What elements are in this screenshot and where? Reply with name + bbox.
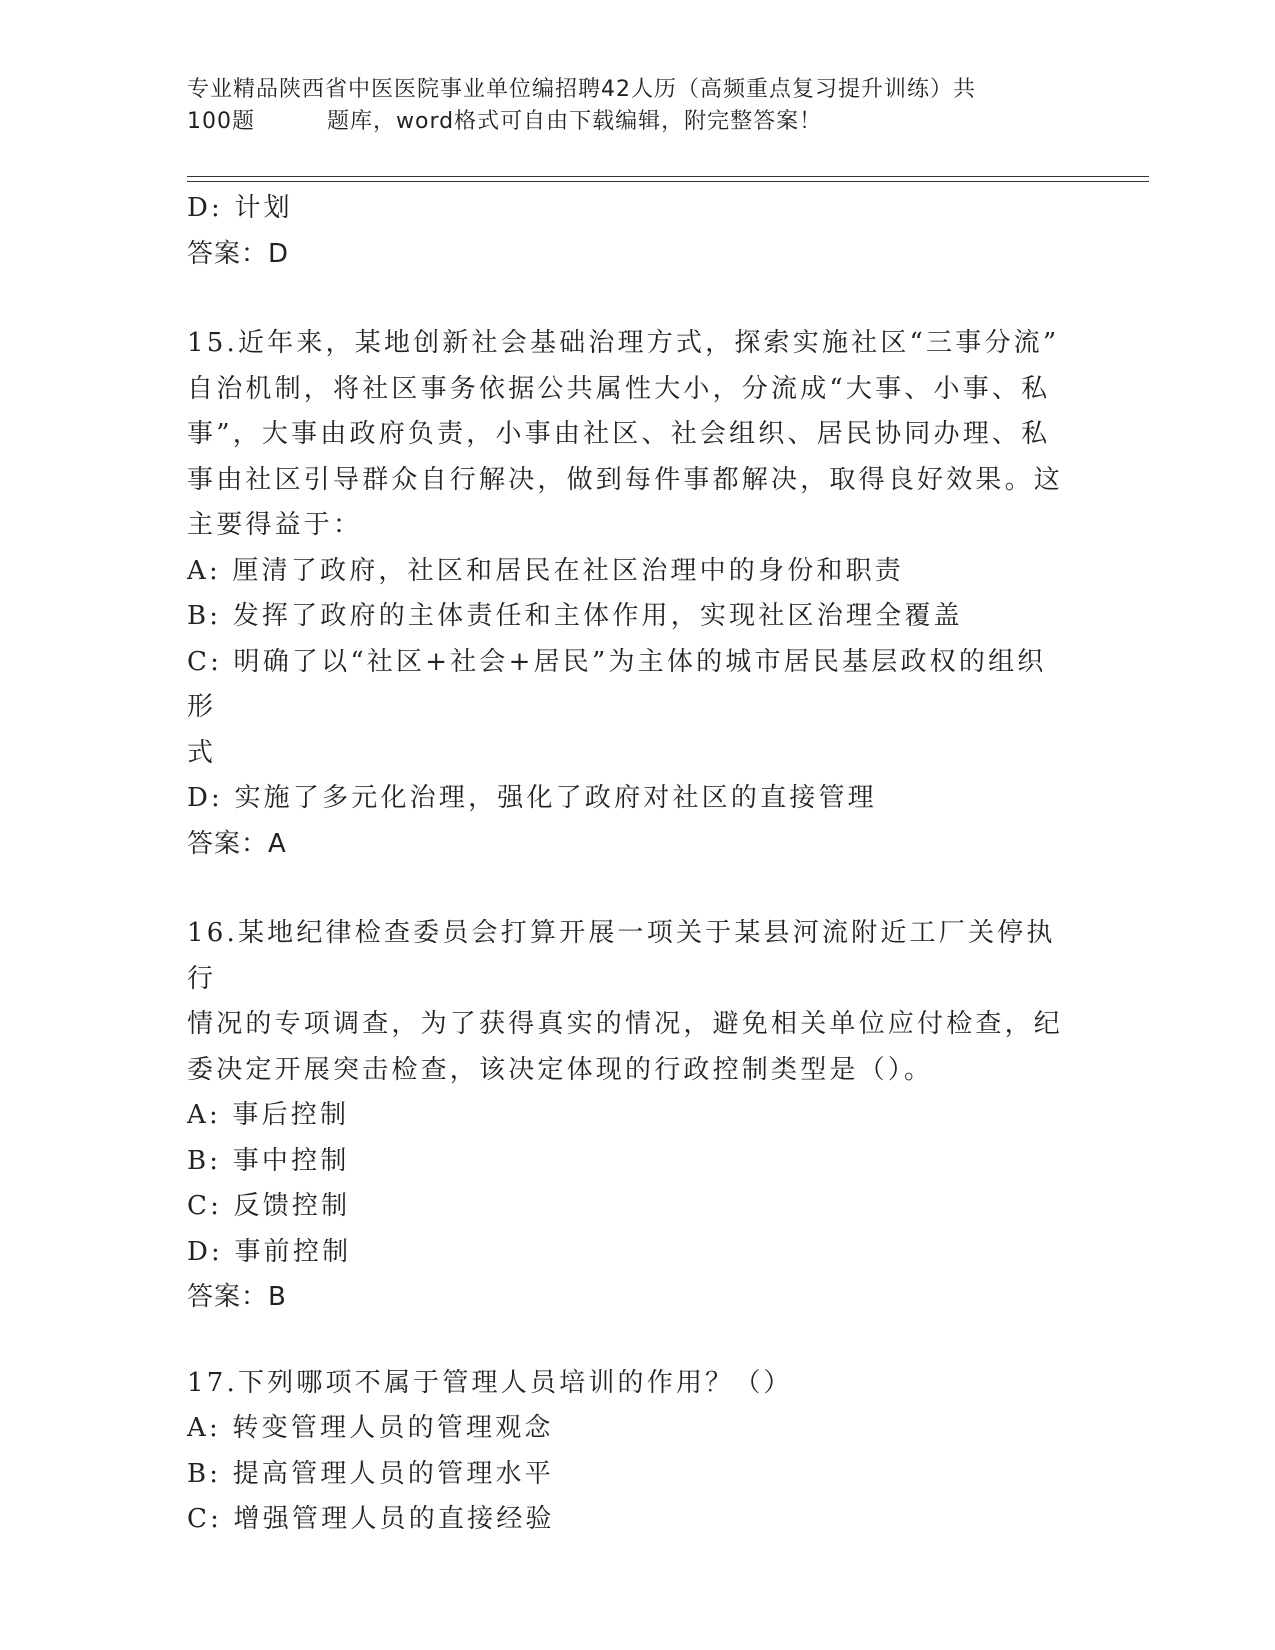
option-b: B: 提高管理人员的管理水平 [187,1458,554,1489]
header-title-line1: 专业精品陕西省中医医院事业单位编招聘42人历（高频重点复习提升训练）共 [187,77,976,102]
option-c: C: 增强管理人员的直接经验 [187,1504,555,1534]
previous-question-tail [187,186,1067,277]
question-16 [187,911,1067,1321]
question-text-line: 情况的专项调查，为了获得真实的情况，避免相关单位应付检查，纪 [187,1009,1064,1039]
question-text-line: 自治机制，将社区事务依据公共属性大小，分流成“大事、小事、私 [187,373,1051,404]
question-text-line: 事由社区引导群众自行解决，做到每件事都解决，取得良好效果。这 [187,464,1064,495]
answer: 答案：B [187,1282,287,1312]
question-15 [187,321,1067,867]
option-c: C: 反馈控制 [187,1191,351,1221]
option-a: A: 事后控制 [187,1100,350,1130]
question-text-line: 事”，大事由政府负责，小事由社区、社会组织、居民协同办理、私 [187,419,1051,449]
question-text-line: 委决定开展突击检查，该决定体现的行政控制类型是（）。 [187,1054,934,1085]
answer: 答案：D [187,238,290,269]
header-description: 题库，word格式可自由下载编辑，附完整答案！ [327,109,823,134]
header-question-count: 100题 [187,109,255,134]
option-d: D: 事前控制 [187,1236,352,1267]
option-c-continuation: 式 [187,737,217,768]
option-a: A: 转变管理人员的管理观念 [187,1413,554,1443]
question-text-line: 主要得益于： [187,510,363,540]
option-b: B: 发挥了政府的主体责任和主体作用，实现社区治理全覆盖 [187,601,963,631]
document-header [187,74,1087,138]
option-d: D: 实施了多元化治理，强化了政府对社区的直接管理 [187,783,877,813]
header-divider-bottom [187,181,1149,182]
question-text-line: 17.下列哪项不属于管理人员培训的作用？（） [187,1367,793,1398]
option-a: A: 厘清了政府，社区和居民在社区治理中的身份和职责 [187,555,905,586]
header-title-line2 [187,106,1087,138]
document-body [187,186,1067,1543]
option-c: C: 明确了以“社区+社会+居民”为主体的城市居民基层政权的组织形 [187,646,1047,722]
question-text-line: 15.近年来，某地创新社会基础治理方式，探索实施社区“三事分流” [187,328,1060,358]
header-divider-top [187,176,1149,177]
option-b: B: 事中控制 [187,1145,350,1176]
question-17 [187,1361,1067,1543]
question-text-line: 16.某地纪律检查委员会打算开展一项关于某县河流附近工厂关停执行 [187,918,1056,994]
answer: 答案：A [187,828,287,859]
option-d: D: 计划 [187,193,293,223]
